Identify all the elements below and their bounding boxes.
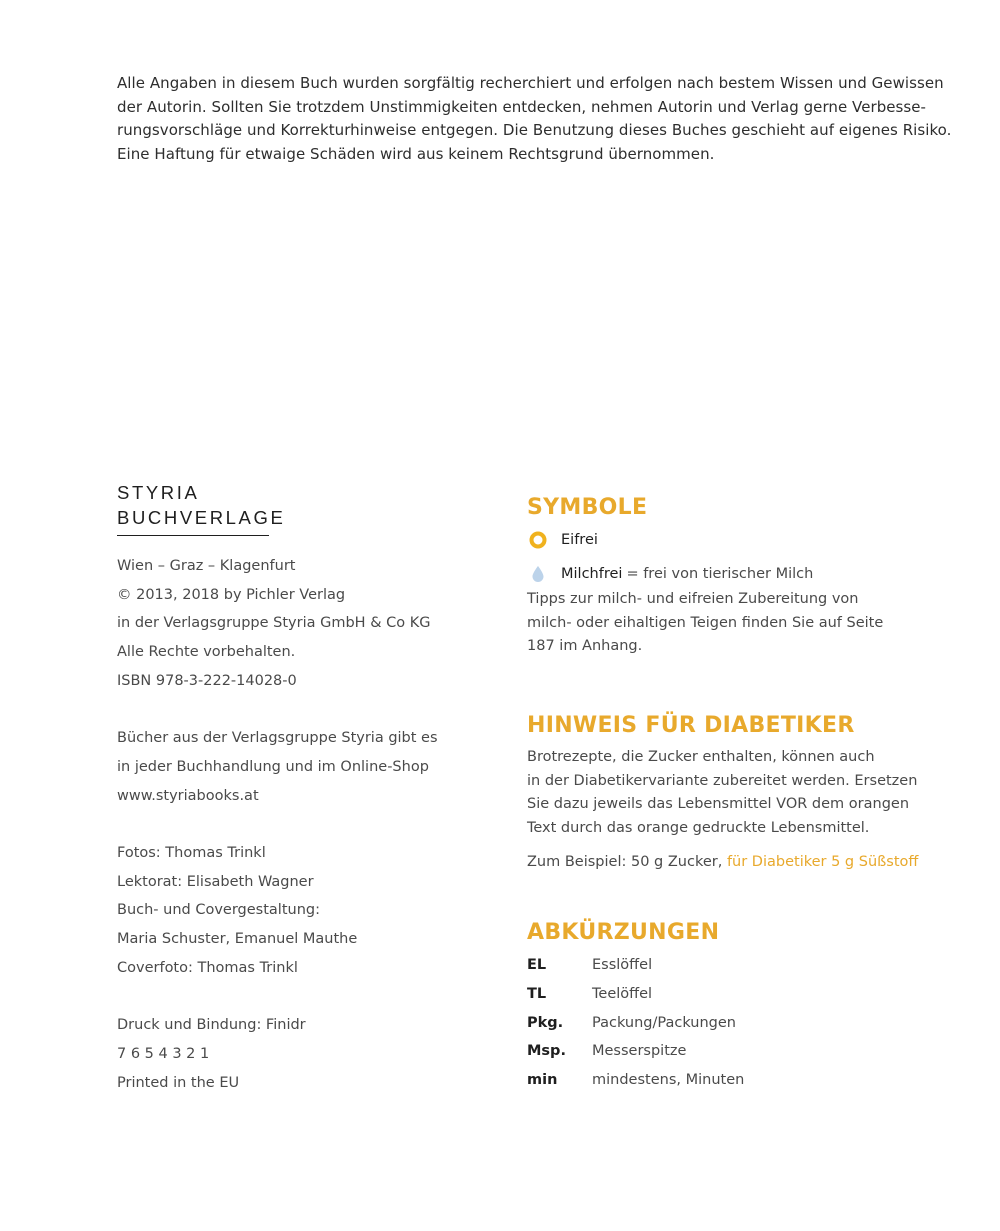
eifrei-label: Eifrei [561, 532, 598, 548]
imprint-line: Druck und Bindung: Finidr [117, 1017, 306, 1034]
imprint-line: Fotos: Thomas Trinkl [117, 845, 266, 861]
abbreviation-value: Packung/Packungen [592, 1014, 736, 1031]
symbol-milchfrei [527, 560, 927, 588]
imprint-line: Alle Rechte vorbehalten. [117, 644, 296, 661]
logo-line-styria: STYRIA [117, 482, 200, 503]
symbole-heading: SYMBOLE [527, 495, 648, 520]
abbreviation-key: EL [527, 957, 547, 974]
abbreviation-value: Teelöffel [592, 986, 653, 1003]
imprint-website: www.styriabooks.at [117, 787, 259, 804]
abbreviation-row [527, 1066, 927, 1095]
abbreviation-key: min [527, 1072, 558, 1089]
hinweis-line: Brotrezepte, die Zucker enthalten, können auch [527, 749, 875, 765]
imprint-line: Printed in the EU [117, 1074, 240, 1091]
hinweis-example [527, 851, 927, 875]
abbreviation-value: mindestens, Minuten [592, 1072, 745, 1089]
imprint-line: Buch- und Covergestaltung: [117, 902, 320, 919]
hinweis-text [527, 746, 927, 841]
logo-line-buchverlage: BUCHVERLAGE [117, 507, 286, 528]
imprint-line: 7 6 5 4 3 2 1 [117, 1045, 210, 1062]
abkuerzungen-heading: ABKÜRZUNGEN [527, 920, 720, 945]
abbreviation-row [527, 980, 927, 1009]
imprint-isbn: ISBN 978-3-222-14028-0 [117, 672, 297, 689]
publisher-logo [117, 480, 286, 536]
example-prefix: Zum Beispiel: 50 g Zucker, [527, 853, 727, 870]
abbreviation-value: Messerspitze [592, 1043, 687, 1060]
tips-line: milch- oder eihaltigen Teigen finden Sie auf Seite [527, 614, 884, 631]
hinweis-heading: HINWEIS FÜR DIABETIKER [527, 713, 855, 738]
disclaimer-line: der Autorin. Sollten Sie trotzdem Unstimmigkeiten entdecken, nehmen Autorin und Verlag gerne Verbesse- [117, 97, 927, 116]
imprint-line: in der Verlagsgruppe Styria GmbH & Co KG [117, 615, 431, 632]
milchfrei-description: = frei von tierischer Milch [626, 566, 814, 582]
milk-drop-icon [527, 565, 549, 583]
symbole-tips [527, 588, 927, 659]
egg-ring-icon [527, 530, 549, 550]
symbole-section [527, 494, 927, 659]
abbreviation-row [527, 1008, 927, 1037]
disclaimer-line: Alle Angaben in diesem Buch wurden sorgfältig recherchiert und erfolgen nach bestem Wissen und Gewissen [117, 74, 944, 92]
hinweis-section [527, 712, 927, 875]
imprint-line: in jeder Buchhandlung und im Online-Shop [117, 758, 429, 775]
abkuerzungen-section [527, 919, 927, 1094]
imprint-line: Maria Schuster, Emanuel Mauthe [117, 931, 358, 948]
abbreviation-key: Pkg. [527, 1014, 564, 1031]
abbreviation-key: TL [527, 986, 547, 1003]
example-diabetic-substitute: für Diabetiker 5 g Süßstoff [726, 853, 919, 870]
imprint-block [117, 552, 477, 1097]
imprint-line: © 2013, 2018 by Pichler Verlag [117, 586, 346, 603]
logo-underline [117, 535, 269, 536]
symbol-eifrei [527, 526, 927, 554]
imprint-line: Wien – Graz – Klagenfurt [117, 558, 296, 574]
milchfrei-label: Milchfrei [561, 566, 623, 582]
disclaimer-line: Eine Haftung für etwaige Schäden wird aus keinem Rechtsgrund übernommen. [117, 145, 715, 164]
imprint-spacer [117, 696, 477, 725]
tips-line: Tipps zur milch- und eifreien Zubereitung von [527, 591, 859, 607]
imprint-line: Lektorat: Elisabeth Wagner [117, 873, 314, 890]
abbreviation-row [527, 951, 927, 980]
imprint-line: Coverfoto: Thomas Trinkl [117, 959, 298, 976]
abbreviation-list [527, 951, 927, 1094]
tips-line: 187 im Anhang. [527, 638, 643, 655]
abbreviation-row [527, 1037, 927, 1066]
hinweis-line: Text durch das orange gedruckte Lebensmittel. [527, 820, 870, 837]
imprint-line: Bücher aus der Verlagsgruppe Styria gibt es [117, 730, 438, 747]
hinweis-line: Sie dazu jeweils das Lebensmittel VOR dem orangen [527, 796, 910, 813]
hinweis-line: in der Diabetikervariante zubereitet werden. Ersetzen [527, 772, 918, 789]
imprint-spacer [117, 810, 477, 839]
disclaimer-paragraph [117, 72, 952, 167]
disclaimer-line: rungsvorschläge und Korrekturhinweise entgegen. Die Benutzung dieses Buches geschieht auf eigenes Risiko. [117, 121, 952, 140]
abbreviation-value: Esslöffel [592, 957, 653, 974]
abbreviation-key: Msp. [527, 1043, 566, 1060]
imprint-spacer [117, 983, 477, 1012]
